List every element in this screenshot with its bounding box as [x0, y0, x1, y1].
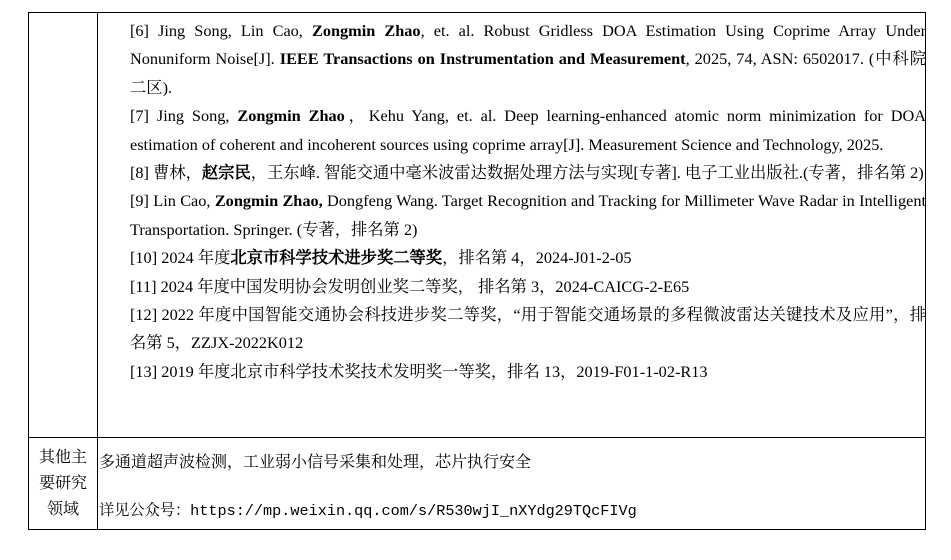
reference-item [130, 244, 926, 272]
reference-item [130, 102, 926, 159]
public-account-link[interactable]: https://mp.weixin.qq.com/s/R530wjI_nXYdg29TQcFIVg [190, 502, 637, 520]
reference-list [130, 17, 926, 386]
reference-item [130, 159, 926, 187]
reference-text: [12] 2022 年度中国智能交通协会科技进步奖二等奖，“用于智能交通场景的多程微波雷达关键技术及应用”，排名第 5，ZZJX-2022K012 [130, 305, 926, 353]
reference-item [130, 187, 926, 244]
info-table [28, 12, 926, 530]
other-research-text: 多通道超声波检测，工业弱小信号采集和处理，芯片执行安全 [99, 452, 532, 471]
reference-item [130, 273, 926, 301]
reference-text: [8] 曹林， [130, 163, 202, 183]
reference-text: , et. al. Robust Gridless DOA Estimation Using Coprime Array Under Nonuniform Noise[J]. [130, 21, 927, 69]
reference-bold-text: 赵宗民 [201, 163, 251, 183]
row-divider [29, 437, 925, 438]
public-account-prefix: 详见公众号： [99, 502, 191, 519]
column-divider [97, 13, 98, 529]
label-line: 领域 [46, 501, 79, 518]
reference-text: [10] 2024 年度 [130, 248, 231, 268]
reference-item [130, 301, 926, 358]
reference-item [130, 358, 926, 386]
reference-bold-text: IEEE Transactions on Instrumentation and Measurement [279, 49, 686, 69]
reference-text: [9] Lin Cao, [130, 191, 215, 211]
reference-text: [7] Jing Song, [130, 106, 238, 126]
reference-text: Dongfeng Wang. Target Recognition and Tracking for Millimeter Wave Radar in Intelligent Transportation. Springer. (专著，排名第 2) [130, 191, 926, 239]
reference-text: ，Kehu Yang, et. al. Deep learning-enhanced atomic norm minimization for DOA estimation of coherent and incoherent sources using coprime array[J]. Measurement Science and Technology, 2025. [130, 106, 927, 154]
label-line: 要研究 [38, 475, 87, 492]
reference-item [130, 17, 926, 102]
reference-bold-text: Zongmin Zhao [311, 21, 421, 40]
reference-bold-text: 北京市科学技术进步奖二等奖 [230, 248, 443, 268]
label-line: 其他主 [38, 449, 87, 466]
reference-text: , 2025, 74, ASN: 6502017. (中科院二区). [130, 49, 926, 97]
reference-bold-text: Zongmin Zhao, [214, 191, 323, 211]
reference-text: ，排名第 4，2024-J01-2-05 [442, 248, 632, 268]
reference-text: [11] 2024 年度中国发明协会发明创业奖二等奖， 排名第 3，2024-CAICG-2-E65 [130, 276, 690, 296]
reference-bold-text: Zongmin Zhao [237, 106, 345, 126]
other-research-label [29, 437, 97, 531]
reference-text: ，王东峰. 智能交通中毫米波雷达数据处理方法与实现[专著]. 电子工业出版社.(专著，排名第 2) [250, 163, 924, 183]
reference-text: [13] 2019 年度北京市科学技术奖技术发明奖一等奖，排名 13，2019-F01-1-02-R13 [130, 361, 708, 381]
public-account-line [99, 498, 637, 524]
reference-text: [6] Jing Song, Lin Cao, [130, 21, 312, 40]
